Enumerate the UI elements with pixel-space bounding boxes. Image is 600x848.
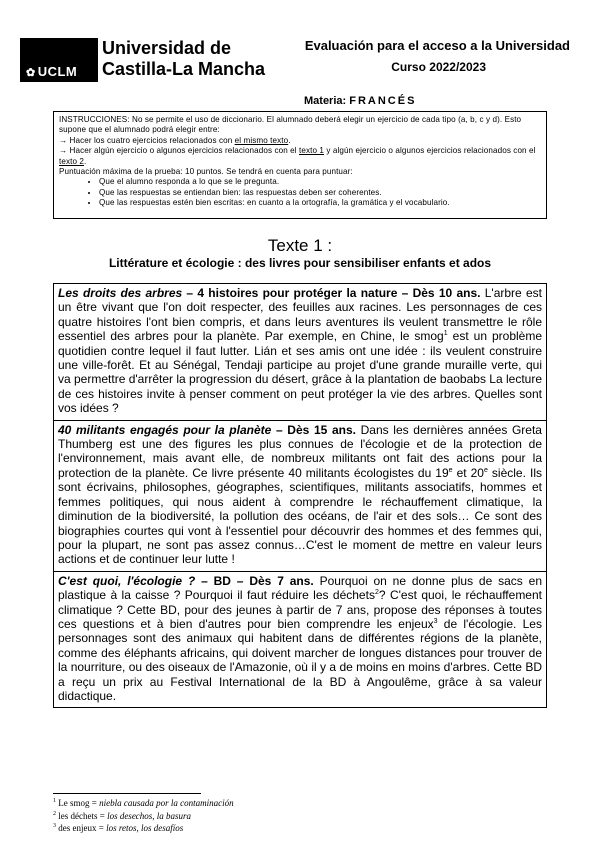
footnotes xyxy=(53,797,234,835)
footnote-ref: 1 xyxy=(443,330,448,338)
scoring-criteria-list xyxy=(59,177,541,208)
scoring-criterion: • Que las respuestas se entiendan bien: las respuestas deben ser coherentes. xyxy=(99,188,541,198)
instructions-intro: INSTRUCCIONES: No se permite el uso de diccionario. El alumnado deberá elegir un ejercicio de cada tipo (a, b, c y d). Esto supone que el alumnado podrá elegir entre: xyxy=(59,115,522,135)
scoring-criterion: • Que el alumno responda a lo que se le pregunta. xyxy=(99,177,541,187)
texte-title: Texte 1 : xyxy=(267,236,333,255)
logo-symbol-icon: ✿ xyxy=(26,67,36,79)
texte-subtitle: Littérature et écologie : des livres pour sensibiliser enfants et ados xyxy=(108,256,492,270)
footnote-ref: 3 xyxy=(433,617,438,625)
instructions-scoring: Puntuación máxima de la prueba: 10 puntos. Se tendrá en cuenta para puntuar: xyxy=(59,167,353,177)
university-name-line1: Universidad de xyxy=(102,38,232,58)
instructions-option-1: → Hacer los cuatro ejercicios relacionados con el mismo texto. xyxy=(59,135,291,145)
option-1-emphasis: el mismo texto xyxy=(234,135,289,145)
subject-label: Materia: xyxy=(304,95,347,107)
footnote: $^3$ des enjeux = los retos, los desafíos xyxy=(53,823,184,833)
option-2-emphasis-1: texto 1 xyxy=(299,146,324,156)
footnote-divider xyxy=(53,793,201,794)
reading-text-table xyxy=(53,283,547,708)
footnote: $^2$ les déchets = los desechos, la basura xyxy=(53,810,192,821)
footnote: $^1$ Le smog = niebla causada por la contaminación xyxy=(53,798,234,808)
instructions-box xyxy=(53,111,547,219)
section-cest-quoi-ecologie: C'est quoi, l'écologie ? – BD – Dès 7 ans. Pourquoi on ne donne plus de sacs en plastique à la caisse ? Pourquoi il faut réduire les déchets$^2$? C'est quoi, le réchauffement climatique ? Cette BD, pour des jeunes à partir de 7 ans, propose des réponses à toutes ces questions et à bien d'autres pour bien comprendre les enjeux$^3$ de l'écologie. Les personnages sont des animaux qui habitent dans de différentes régions de la planète, comme des éléphants africains, qui doivent marcher de longues distances pour trouver de la nourriture, ou des oiseaux de l'Amazonie, où il y a de moins en moins d'arbres. Cette BD a reçu un prix au Festival International de la BD à Angoulême, grâce à sa valeur didactique. xyxy=(54,571,546,708)
university-name-line2: Castilla-La Mancha xyxy=(102,59,266,79)
footnote-ref: 2 xyxy=(374,589,379,597)
uclm-logo xyxy=(20,38,98,82)
university-name xyxy=(102,38,265,80)
scoring-criterion: • Que las respuestas estén bien escritas: en cuanto a la ortografía, la gramática y el vocabulario. xyxy=(99,198,541,208)
section-droits-des-arbres: Les droits des arbres – 4 histoires pour protéger la nature – Dès 10 ans. L'arbre est un être vivant que l'on doit respecter, des feuilles aux racines. Les personnages de ces quatre histoires l'ont bien compris, et dans leurs aventures ils veulent transmettre le rôle essentiel des arbres pour la planète. Par exemple, en Chine, le smog$^1$ est un problème quotidien contre lequel il faut lutter. Lián et ses amis ont une idée : ils veulent construire une ville-forêt. Et au Sénégal, Tendaji participe au projet d'une grande muraille verte, qui va permettre d'arrêter la progression du désert, grâce à la plantation de baobabs La lecture de ces histoires invite à penser comment on peut protéger la vie des arbres. Quelles sont vos idées ? xyxy=(58,286,543,416)
subject-value: FRANCÉS xyxy=(349,95,417,107)
logo-text: UCLM xyxy=(37,64,78,79)
section-title: 40 militants engagés pour la planète – Dès 15 ans. xyxy=(58,422,356,437)
section-title: C'est quoi, l'écologie ? – BD – Dès 7 ans. xyxy=(58,573,314,588)
subject-line xyxy=(304,95,416,107)
instructions-option-2: → Hacer algún ejercicio o algunos ejercicios relacionados con el texto 1 y algún ejercicio o algunos ejercicios relacionados con el texto 2. xyxy=(59,146,536,166)
section-40-militants: 40 militants engagés pour la planète – Dès 15 ans. Dans les dernières années Greta Thumberg est une des figures les plus connues de l'écologie et de la protection de l'environnement, mais avant elle, de nombreux militants ont fait des actions pour la protection de la planète. Ce livre présente 40 militants écologistes du 19e et 20e siècle. Ils sont écrivains, philosophes, géographes, scientifiques, militants associatifs, hommes et femmes politiques, qui nous aident à comprendre le réchauffement climatique, la diminution de la biodiversité, la pollution des océans, de l'air et des sols… Ce sont des biographies courtes qui vont à l'essentiel pour découvrir des hommes et des femmes qui, pour la plupart, ne sont pas assez connus…C'est le moment de mettre en valeur leurs actions et de continuer leur lutte ! xyxy=(54,420,546,571)
exam-course: Curso 2022/2023 xyxy=(391,60,486,74)
exam-title: Evaluación para el acceso a la Universidad xyxy=(304,38,570,53)
section-title: Les droits des arbres – 4 histoires pour protéger la nature – Dès 10 ans. xyxy=(58,286,481,300)
option-2-emphasis-2: texto 2 xyxy=(59,156,84,166)
